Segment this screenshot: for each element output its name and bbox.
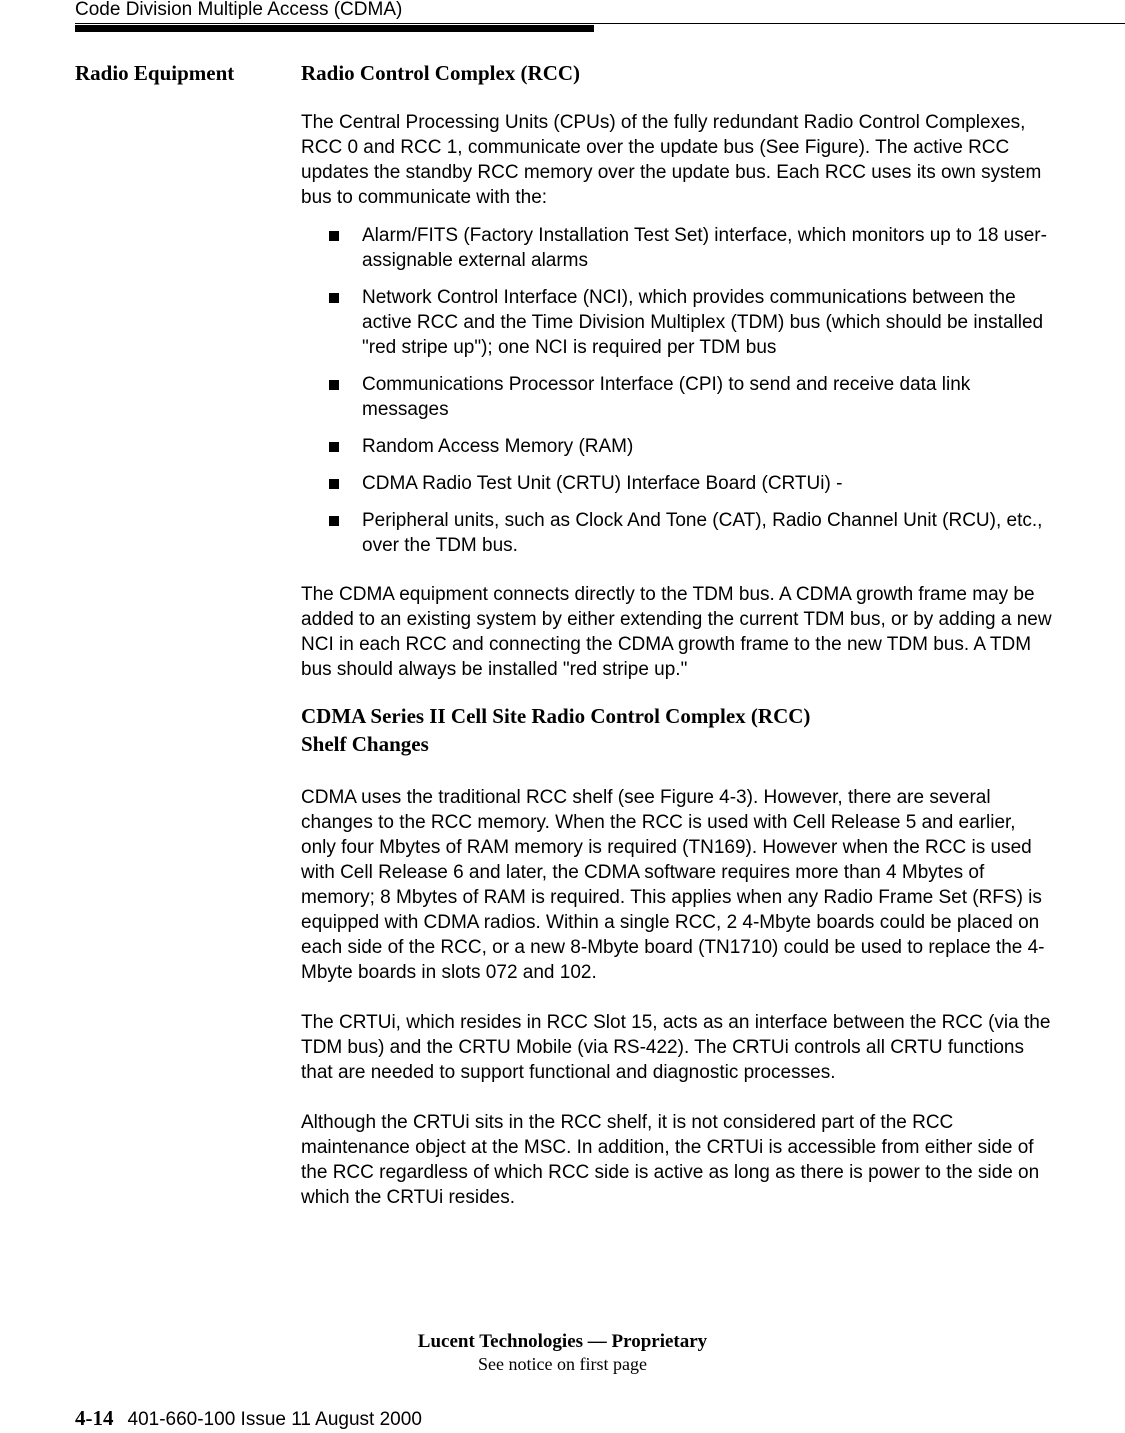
footer-page-info: [75, 1406, 422, 1433]
header-rule-thin: [75, 23, 1125, 24]
list-item: Network Control Interface (NCI), which provides communications between the active RCC and the Time Division Multiplex (TDM) bus (which should be installed "red stripe up"); one NCI is required per TDM bus: [301, 285, 1053, 360]
subsection-heading: [301, 702, 1053, 758]
side-heading: Radio Equipment: [75, 61, 235, 85]
page-number: 4-14: [75, 1406, 114, 1430]
main-column: [301, 60, 1053, 1210]
component-list: [301, 223, 1053, 558]
list-item: Peripheral units, such as Clock And Tone (CAT), Radio Channel Unit (RCU), etc., over the TDM bus.: [301, 508, 1053, 558]
running-header: Code Division Multiple Access (CDMA): [75, 0, 403, 20]
list-item: Communications Processor Interface (CPI) to send and receive data link messages: [301, 372, 1053, 422]
memory-paragraph: CDMA uses the traditional RCC shelf (see Figure 4-3). However, there are several changes to the RCC memory. When the RCC is used with Cell Release 5 and earlier, only four Mbytes of RAM memory is required (TN169). However when the RCC is used with Cell Release 6 and later, the CDMA software requires more than 4 Mbytes of memory; 8 Mbytes of RAM is required. This applies when any Radio Frame Set (RFS) is equipped with CDMA radios. Within a single RCC, 2 4-Mbyte boards could be placed on each side of the RCC, or a new 8-Mbyte board (TN1710) could be used to replace the 4-Mbyte boards in slots 072 and 102.: [301, 787, 1045, 983]
crtui-paragraph: The CRTUi, which resides in RCC Slot 15, acts as an interface between the RCC (via the TDM bus) and the CRTU Mobile (via RS-422). The CRTUi controls all CRTU functions that are needed to support functional and diagnostic processes.: [301, 1012, 1051, 1083]
footer-proprietary: Lucent Technologies — Proprietary: [417, 1331, 708, 1352]
document-info: 401-660-100 Issue 11 August 2000: [127, 1409, 422, 1430]
square-bullet-icon: [329, 442, 339, 452]
header-rule-thick: [75, 25, 594, 32]
list-item: Alarm/FITS (Factory Installation Test Set) interface, which monitors up to 18 user-assignable external alarms: [301, 223, 1053, 273]
maintenance-paragraph: Although the CRTUi sits in the RCC shelf, it is not considered part of the RCC maintenance object at the MSC. In addition, the CRTUi is accessible from either side of the RCC regardless of which RCC side is active as long as there is power to the side on which the CRTUi resides.: [301, 1112, 1040, 1208]
square-bullet-icon: [329, 231, 339, 241]
square-bullet-icon: [329, 380, 339, 390]
square-bullet-icon: [329, 293, 339, 303]
subsection-heading-line-1: CDMA Series II Cell Site Radio Control Complex (RCC): [301, 704, 811, 728]
square-bullet-icon: [329, 479, 339, 489]
tdm-paragraph: The CDMA equipment connects directly to the TDM bus. A CDMA growth frame may be added to an existing system by either extending the current TDM bus, or by adding a new NCI in each RCC and connecting the CDMA growth frame to the new TDM bus. A TDM bus should always be installed "red stripe up.": [301, 584, 1052, 680]
intro-paragraph: The Central Processing Units (CPUs) of the fully redundant Radio Control Complexes, RCC 0 and RCC 1, communicate over the update bus (See Figure). The active RCC updates the standby RCC memory over the update bus. Each RCC uses its own system bus to communicate with the:: [301, 112, 1042, 208]
footer-notice: See notice on first page: [478, 1354, 647, 1374]
list-item: Random Access Memory (RAM): [301, 434, 1053, 459]
subsection-heading-line-2: Shelf Changes: [301, 732, 429, 756]
square-bullet-icon: [329, 516, 339, 526]
list-item: CDMA Radio Test Unit (CRTU) Interface Board (CRTUi) -: [301, 471, 1053, 496]
section-heading: Radio Control Complex (RCC): [301, 61, 581, 85]
